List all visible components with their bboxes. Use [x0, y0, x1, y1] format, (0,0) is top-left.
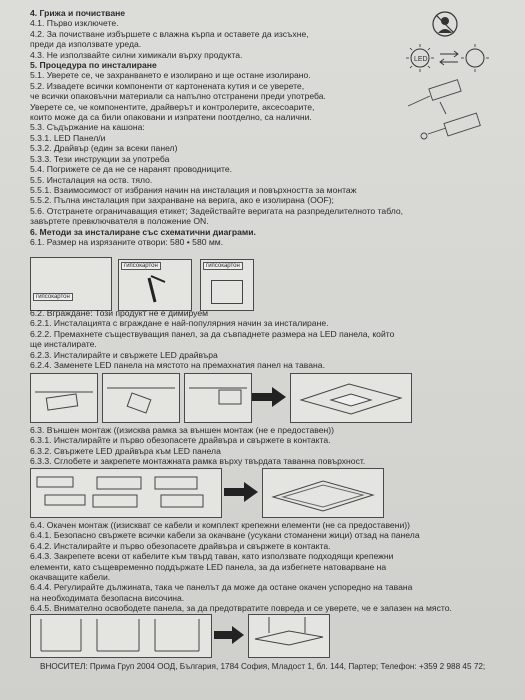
- install-line: 5.5. Инсталация на оств. тяло.: [30, 174, 153, 185]
- recessed-line: 6.2.2. Премахнете съществуващия панел, за да съвпаднете размера на LED панела, който: [30, 328, 395, 339]
- recessed-step-3: [184, 373, 252, 423]
- install-line: 5.3. Съдържание на кашона:: [30, 122, 145, 133]
- recessed-line: 6.2.3. Инсталирайте и свържете LED драйвъра: [30, 349, 218, 360]
- suspended-line: 6.4. Окачен монтаж ((изискват се кабели и комплект крепежни елементи (не са предоставени)): [30, 520, 410, 530]
- ceiling-panel-drawing: [103, 374, 179, 422]
- surface-line: 6.3.1. Инсталирайте и първо обезопасете драйвъра и свържете в контакта.: [30, 435, 331, 446]
- suspended-line: 6.4.5. Внимателно освободете панела, за да предотвратите повреда и се уверете, че е запазен на място.: [30, 603, 452, 614]
- surface-line: 6.3. Външен монтаж ((изисква рамка за външен монтаж (не е предоставен)): [30, 425, 334, 435]
- install-line: 5.3.1. LED Панел/и: [30, 132, 106, 143]
- suspended-line: 6.4.4. Регулирайте дължината, така че панелът да може да остане окачен успоредно на тавана: [30, 582, 413, 593]
- recessed-line: 6.2.4. Заменете LED панела на мястото на премахнатия панел на тавана.: [30, 360, 325, 371]
- recessed-line: ще инсталирате.: [30, 339, 97, 350]
- installed-frame-drawing: [263, 469, 383, 517]
- recessed-diagrams: [30, 373, 500, 425]
- cutout-opening: [211, 280, 243, 304]
- arrow-right-icon: [214, 626, 246, 644]
- care-heading: 4. Грижа и почистване: [30, 8, 126, 18]
- suspended-steps: [30, 614, 212, 658]
- drywall-label: гипсокартон: [121, 262, 161, 270]
- surface-result: [262, 468, 384, 518]
- importer-footer: ВНОСИТЕЛ: Прима Груп 2004 ООД, България, 1784 София, Младост 1, бл. 144, Партер; Телефон: +359 2 988 45 72;: [40, 662, 486, 671]
- install-line: 5.5.2. Пълна инсталация при захранване на верига, ако е изолирана (OOF);: [30, 195, 334, 206]
- care-line: преди да използвате уреда.: [30, 39, 142, 50]
- install-heading: 5. Процедура по инсталиране: [30, 60, 157, 71]
- arrow-right-icon: [224, 482, 260, 502]
- recessed-step-2: [102, 373, 180, 423]
- surface-line: 6.3.3. Сглобете и закрепете монтажната рамка върху твърдата таванна повърхност.: [30, 456, 366, 467]
- installed-panel-drawing: [291, 374, 411, 422]
- suspended-line: на необходимата безопасна височина.: [30, 592, 185, 603]
- suspended-text: [30, 520, 500, 614]
- drywall-label: гипсокартон: [203, 262, 243, 270]
- suspended-line: 6.4.1. Безопасно свържете всички кабели за окачване (усукани стоманени жици) отзад на панела: [30, 530, 420, 541]
- cutout-line: 6.1. Размер на изрязаните отвори: 580 • 580 мм.: [30, 236, 224, 247]
- ceiling-panel-drawing: [31, 374, 97, 422]
- methods-heading: 6. Методи за инсталиране със схематични диаграми.: [30, 226, 256, 237]
- led-label: LED: [414, 56, 428, 63]
- care-line: 4.2. За почистване избършете с влажна кърпа и оставете да изсъхне,: [30, 28, 309, 39]
- install-line: 5.6. Отстранете ограничаващия етикет; Задействайте веригата на разпределителното табло,: [30, 205, 404, 216]
- suspended-line: окачващите кабели.: [30, 572, 111, 583]
- diagram-drywall-2: [118, 259, 192, 311]
- recessed-text: [30, 308, 500, 370]
- suspended-line: 6.4.3. Закрепете всеки от кабелите към твърд таван, като използвате подходящи крепежни: [30, 551, 394, 562]
- recessed-step-1: [30, 373, 98, 423]
- arrow-right-icon: [252, 387, 288, 407]
- install-line: 5.3.2. Драйвър (един за всеки панел): [30, 143, 178, 154]
- install-line: 5.4. Погрижете се да не се наранят проводниците.: [30, 164, 233, 175]
- install-line: Уверете се, че компонентите, драйверът и контролерите, аксесоарите,: [30, 101, 315, 112]
- suspended-result: [248, 614, 330, 658]
- recessed-line: 6.2.1. Инсталацията с вграждане е най-популярния начин за инсталиране.: [30, 318, 329, 329]
- install-line: 5.3.3. Тези инструкции за употреба: [30, 153, 170, 164]
- install-line: 5.5.1. Взаимосимост от избрания начин на инсталация и повърхността за монтаж: [30, 184, 357, 195]
- suspended-diagrams: [30, 614, 500, 658]
- surface-diagrams: [30, 468, 500, 520]
- diagram-drywall-3: [200, 259, 254, 311]
- suspended-panel-drawing: [249, 615, 329, 657]
- diagram-drywall-1: [30, 257, 112, 311]
- surface-line: 6.3.2. Свържете LED драйвъра към LED панела: [30, 445, 221, 456]
- care-line: 4.3. Не използвайте силни химикали върху продукта.: [30, 49, 243, 60]
- install-line: че всички опаковъчни материали са напълно отстранени преди употреба.: [30, 91, 326, 102]
- install-line: 5.1. Уверете се, че захранването е изолирано и ще остане изолирано.: [30, 70, 311, 81]
- ceiling-panel-drawing: [185, 374, 251, 422]
- install-line: които може да са били опаковани и изпратени поотделно, са налични.: [30, 112, 312, 123]
- cutout-diagrams: [30, 257, 260, 313]
- care-line: 4.1. Първо изключете.: [30, 18, 119, 29]
- recessed-line: 6.2. Вграждане: Този продукт не е димируем: [30, 308, 209, 318]
- suspended-line: 6.4.2. Инсталирайте и първо обезопасете драйвъра и свържете в контакта.: [30, 540, 331, 551]
- surface-steps: [30, 468, 222, 518]
- install-line: 5.2. Извадете всички компоненти от картонената кутия и се уверете,: [30, 80, 305, 91]
- recessed-result: [290, 373, 412, 423]
- saw-icon: [119, 260, 191, 310]
- install-line: завъртете превключвателя в положение ON.: [30, 216, 209, 227]
- suspension-cable-drawing: [31, 615, 211, 657]
- mounting-frame-drawing: [31, 469, 221, 517]
- warning-icons: [400, 6, 515, 166]
- care-and-install-text: [30, 8, 420, 247]
- led-care-icon: [400, 6, 515, 166]
- drywall-label: гипсокартон: [33, 293, 73, 301]
- suspended-line: елементи, като същевременно поддържате LED панела, за да избегнете натоварване на: [30, 561, 387, 572]
- surface-text: [30, 425, 500, 467]
